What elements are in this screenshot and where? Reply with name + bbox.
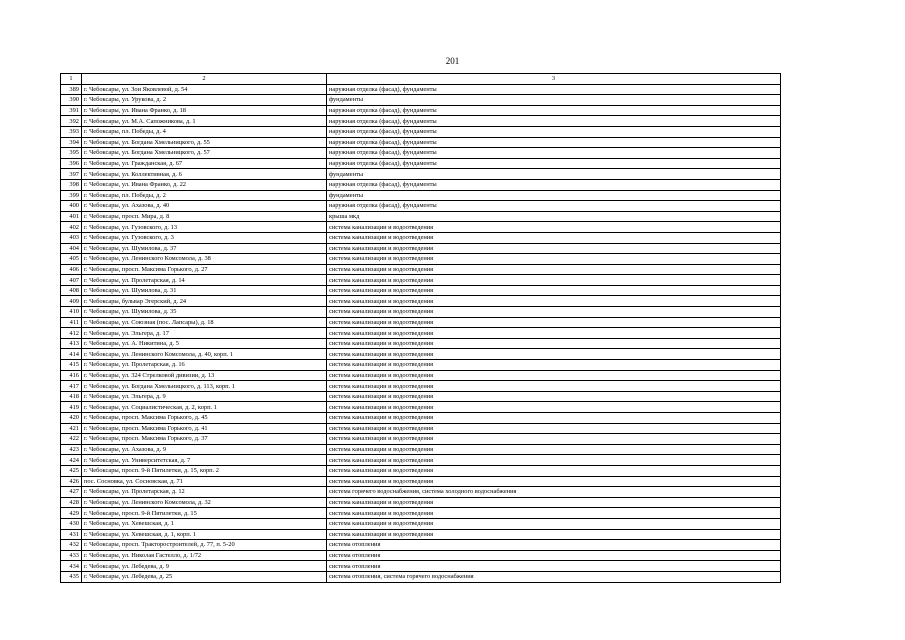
table-row: [61, 540, 781, 551]
address-cell: г. Чебоксары, ул. А. Никитина, д. 5: [82, 338, 327, 349]
row-number-cell: 405: [61, 254, 82, 265]
row-number-cell: 418: [61, 391, 82, 402]
table-row: [61, 360, 781, 371]
row-number-cell: 404: [61, 243, 82, 254]
table-row: [61, 328, 781, 339]
address-cell: г. Чебоксары, ул. М.А. Сапожникова, д. 1: [82, 116, 327, 127]
work-type-cell: система канализации и водоотведения: [327, 402, 781, 413]
table-row: [61, 105, 781, 116]
work-type-cell: система канализации и водоотведения: [327, 254, 781, 265]
work-type-cell: система канализации и водоотведения: [327, 391, 781, 402]
table-row: [61, 423, 781, 434]
address-cell: г. Чебоксары, ул. Урукова, д. 2: [82, 95, 327, 106]
row-number-cell: 395: [61, 148, 82, 159]
work-type-cell: система канализации и водоотведения: [327, 518, 781, 529]
address-cell: г. Чебоксары, ул. Ленинского Комсомола, д. 38: [82, 254, 327, 265]
table-row: [61, 264, 781, 275]
row-number-cell: 421: [61, 423, 82, 434]
work-type-cell: система канализации и водоотведения: [327, 264, 781, 275]
row-number-cell: 403: [61, 232, 82, 243]
table-row: [61, 349, 781, 360]
work-type-cell: система отопления: [327, 540, 781, 551]
table-row: [61, 381, 781, 392]
address-cell: г. Чебоксары, просп. Максима Горького, д. 41: [82, 423, 327, 434]
table-row: [61, 126, 781, 137]
row-number-cell: 422: [61, 434, 82, 445]
table-row: [61, 508, 781, 519]
work-type-cell: система канализации и водоотведения: [327, 307, 781, 318]
address-cell: г. Чебоксары, ул. Богдана Хмельницкого, д. 57: [82, 148, 327, 159]
row-number-cell: 406: [61, 264, 82, 275]
address-cell: г. Чебоксары, просп. Мира, д. 8: [82, 211, 327, 222]
row-number-cell: 423: [61, 444, 82, 455]
work-type-cell: наружная отделка (фасад), фундаменты: [327, 84, 781, 95]
row-number-cell: 409: [61, 296, 82, 307]
table-row: [61, 137, 781, 148]
address-cell: г. Чебоксары, просп. Максима Горького, д. 37: [82, 434, 327, 445]
work-type-cell: система канализации и водоотведения: [327, 455, 781, 466]
address-cell: г. Чебоксары, пл. Победы, д. 4: [82, 126, 327, 137]
row-number-cell: 397: [61, 169, 82, 180]
work-type-cell: система горячего водоснабжения, система холодного водоснабжения: [327, 487, 781, 498]
row-number-cell: 390: [61, 95, 82, 106]
address-cell: г. Чебоксары, ул. Пролетарская, д. 12: [82, 487, 327, 498]
work-type-cell: наружная отделка (фасад), фундаменты: [327, 148, 781, 159]
work-type-cell: система канализации и водоотведения: [327, 317, 781, 328]
address-cell: г. Чебоксары, ул. Богдана Хмельницкого, д. 55: [82, 137, 327, 148]
table-row: [61, 497, 781, 508]
work-type-cell: система канализации и водоотведения: [327, 370, 781, 381]
table-row: [61, 561, 781, 572]
address-cell: г. Чебоксары, просп. Тракторостроителей, д. 77, п. 5-20: [82, 540, 327, 551]
work-type-cell: наружная отделка (фасад), фундаменты: [327, 201, 781, 212]
address-cell: г. Чебоксары, ул. Ивана Франко, д. 18: [82, 105, 327, 116]
row-number-cell: 426: [61, 476, 82, 487]
row-number-cell: 394: [61, 137, 82, 148]
address-cell: г. Чебоксары, просп. Максима Горького, д. 45: [82, 413, 327, 424]
table-row: [61, 487, 781, 498]
table-row: [61, 550, 781, 561]
address-cell: г. Чебоксары, просп. 9-й Пятилетки, д. 15, корп. 2: [82, 465, 327, 476]
row-number-cell: 398: [61, 179, 82, 190]
address-cell: г. Чебоксары, ул. Шумилова, д. 35: [82, 307, 327, 318]
work-type-cell: система отопления: [327, 550, 781, 561]
page-number: 201: [445, 56, 460, 66]
row-number-cell: 433: [61, 550, 82, 561]
work-type-cell: система канализации и водоотведения: [327, 381, 781, 392]
table-row: [61, 296, 781, 307]
row-number-cell: 435: [61, 571, 82, 582]
table-row: [61, 232, 781, 243]
row-number-cell: 410: [61, 307, 82, 318]
column-header-work-type: 3: [327, 74, 781, 85]
table-row: [61, 84, 781, 95]
row-number-cell: 391: [61, 105, 82, 116]
table-row: [61, 179, 781, 190]
work-type-cell: наружная отделка (фасад), фундаменты: [327, 158, 781, 169]
table-row: [61, 476, 781, 487]
table-row: [61, 222, 781, 233]
table-row: [61, 243, 781, 254]
column-header-number: 1: [61, 74, 82, 85]
work-type-cell: система канализации и водоотведения: [327, 275, 781, 286]
row-number-cell: 392: [61, 116, 82, 127]
work-type-cell: наружная отделка (фасад), фундаменты: [327, 126, 781, 137]
table-row: [61, 402, 781, 413]
address-cell: г. Чебоксары, ул. Шумилова, д. 31: [82, 285, 327, 296]
row-number-cell: 415: [61, 360, 82, 371]
row-number-cell: 389: [61, 84, 82, 95]
row-number-cell: 417: [61, 381, 82, 392]
row-number-cell: 393: [61, 126, 82, 137]
table-row: [61, 434, 781, 445]
address-cell: г. Чебоксары, ул. 324 Стрелковой дивизии, д. 13: [82, 370, 327, 381]
table-row: [61, 529, 781, 540]
work-type-cell: система канализации и водоотведения: [327, 413, 781, 424]
work-type-cell: фундаменты: [327, 95, 781, 106]
address-cell: пос. Сосновка, ул. Сосновская, д. 71: [82, 476, 327, 487]
work-type-cell: наружная отделка (фасад), фундаменты: [327, 137, 781, 148]
table-row: [61, 201, 781, 212]
address-cell: г. Чебоксары, ул. Союзная (пос. Лапсары), д. 18: [82, 317, 327, 328]
address-cell: г. Чебоксары, ул. Лебедева, д. 9: [82, 561, 327, 572]
table-row: [61, 317, 781, 328]
table-row: [61, 465, 781, 476]
address-cell: г. Чебоксары, ул. Гузовского, д. 13: [82, 222, 327, 233]
row-number-cell: 431: [61, 529, 82, 540]
address-cell: г. Чебоксары, пл. Победы, д. 2: [82, 190, 327, 201]
address-cell: г. Чебоксары, ул. Социалистическая, д. 2, корп. 1: [82, 402, 327, 413]
row-number-cell: 407: [61, 275, 82, 286]
row-number-cell: 419: [61, 402, 82, 413]
address-cell: г. Чебоксары, ул. Университетская, д. 7: [82, 455, 327, 466]
address-cell: г. Чебоксары, ул. Зои Яковлевой, д. 54: [82, 84, 327, 95]
work-type-cell: наружная отделка (фасад), фундаменты: [327, 116, 781, 127]
address-cell: г. Чебоксары, ул. Ленинского Комсомола, д. 40, корп. 1: [82, 349, 327, 360]
row-number-cell: 424: [61, 455, 82, 466]
work-type-cell: система канализации и водоотведения: [327, 529, 781, 540]
row-number-cell: 412: [61, 328, 82, 339]
work-type-cell: система канализации и водоотведения: [327, 296, 781, 307]
row-number-cell: 420: [61, 413, 82, 424]
address-cell: г. Чебоксары, ул. Богдана Хмельницкого, д. 113, корп. 1: [82, 381, 327, 392]
table-row: [61, 285, 781, 296]
row-number-cell: 401: [61, 211, 82, 222]
row-number-cell: 430: [61, 518, 82, 529]
address-cell: г. Чебоксары, ул. Ахазова, д. 9: [82, 444, 327, 455]
table-row: [61, 518, 781, 529]
table-row: [61, 455, 781, 466]
work-type-cell: система канализации и водоотведения: [327, 508, 781, 519]
work-type-cell: система канализации и водоотведения: [327, 444, 781, 455]
row-number-cell: 414: [61, 349, 82, 360]
address-cell: г. Чебоксары, ул. Коллективная, д. 6: [82, 169, 327, 180]
table-row: [61, 169, 781, 180]
row-number-cell: 434: [61, 561, 82, 572]
row-number-cell: 411: [61, 317, 82, 328]
table-row: [61, 211, 781, 222]
row-number-cell: 425: [61, 465, 82, 476]
table-row: [61, 444, 781, 455]
work-type-cell: система канализации и водоотведения: [327, 243, 781, 254]
address-cell: г. Чебоксары, бульвар Эгерский, д. 24: [82, 296, 327, 307]
row-number-cell: 400: [61, 201, 82, 212]
work-type-cell: система канализации и водоотведения: [327, 349, 781, 360]
address-cell: г. Чебоксары, ул. Эльгера, д. 9: [82, 391, 327, 402]
table-row: [61, 370, 781, 381]
row-number-cell: 402: [61, 222, 82, 233]
work-type-cell: система канализации и водоотведения: [327, 338, 781, 349]
work-type-cell: система канализации и водоотведения: [327, 434, 781, 445]
address-cell: г. Чебоксары, ул. Хевешская, д. 1: [82, 518, 327, 529]
table-row: [61, 338, 781, 349]
table-row: [61, 307, 781, 318]
table-row: [61, 254, 781, 265]
work-type-cell: крыша мкд: [327, 211, 781, 222]
address-cell: г. Чебоксары, ул. Ленинского Комсомола, д. 32: [82, 497, 327, 508]
row-number-cell: 413: [61, 338, 82, 349]
work-type-cell: система канализации и водоотведения: [327, 476, 781, 487]
table-row: [61, 158, 781, 169]
row-number-cell: 399: [61, 190, 82, 201]
work-type-cell: система отопления, система горячего водоснабжения: [327, 571, 781, 582]
row-number-cell: 428: [61, 497, 82, 508]
address-cell: г. Чебоксары, ул. Гузовского, д. 3: [82, 232, 327, 243]
table-row: [61, 275, 781, 286]
address-cell: г. Чебоксары, просп. Максима Горького, д. 27: [82, 264, 327, 275]
work-type-cell: система канализации и водоотведения: [327, 423, 781, 434]
table-row: [61, 190, 781, 201]
table-row: [61, 571, 781, 582]
work-type-cell: система отопления: [327, 561, 781, 572]
address-cell: г. Чебоксары, ул. Хевешская, д. 1, корп. 1: [82, 529, 327, 540]
work-type-cell: система канализации и водоотведения: [327, 360, 781, 371]
address-cell: г. Чебоксары, ул. Николая Гастелло, д. 1/72: [82, 550, 327, 561]
registry-table-body: [61, 74, 781, 583]
address-cell: г. Чебоксары, ул. Пролетарская, д. 14: [82, 275, 327, 286]
row-number-cell: 427: [61, 487, 82, 498]
building-registry-table: [60, 73, 781, 583]
row-number-cell: 396: [61, 158, 82, 169]
work-type-cell: система канализации и водоотведения: [327, 222, 781, 233]
address-cell: г. Чебоксары, ул. Шумилова, д. 37: [82, 243, 327, 254]
table-row: [61, 391, 781, 402]
work-type-cell: система канализации и водоотведения: [327, 328, 781, 339]
work-type-cell: наружная отделка (фасад), фундаменты: [327, 105, 781, 116]
work-type-cell: система канализации и водоотведения: [327, 465, 781, 476]
table-row: [61, 148, 781, 159]
work-type-cell: система канализации и водоотведения: [327, 285, 781, 296]
address-cell: г. Чебоксары, ул. Пролетарская, д. 16: [82, 360, 327, 371]
table-row: [61, 95, 781, 106]
address-cell: г. Чебоксары, ул. Лебедева, д. 25: [82, 571, 327, 582]
address-cell: г. Чебоксары, ул. Эльгера, д. 17: [82, 328, 327, 339]
row-number-cell: 429: [61, 508, 82, 519]
table-row: [61, 413, 781, 424]
row-number-cell: 408: [61, 285, 82, 296]
work-type-cell: фундаменты: [327, 169, 781, 180]
row-number-cell: 416: [61, 370, 82, 381]
address-cell: г. Чебоксары, ул. Ахазова, д. 40: [82, 201, 327, 212]
work-type-cell: наружная отделка (фасад), фундаменты: [327, 179, 781, 190]
address-cell: г. Чебоксары, ул. Гражданская, д. 67: [82, 158, 327, 169]
work-type-cell: система канализации и водоотведения: [327, 232, 781, 243]
address-cell: г. Чебоксары, просп. 9-й Пятилетки, д. 15: [82, 508, 327, 519]
work-type-cell: система канализации и водоотведения: [327, 497, 781, 508]
table-row: [61, 116, 781, 127]
column-header-address: 2: [82, 74, 327, 85]
address-cell: г. Чебоксары, ул. Ивана Франко, д. 22: [82, 179, 327, 190]
work-type-cell: фундаменты: [327, 190, 781, 201]
table-header-row: [61, 74, 781, 85]
row-number-cell: 432: [61, 540, 82, 551]
